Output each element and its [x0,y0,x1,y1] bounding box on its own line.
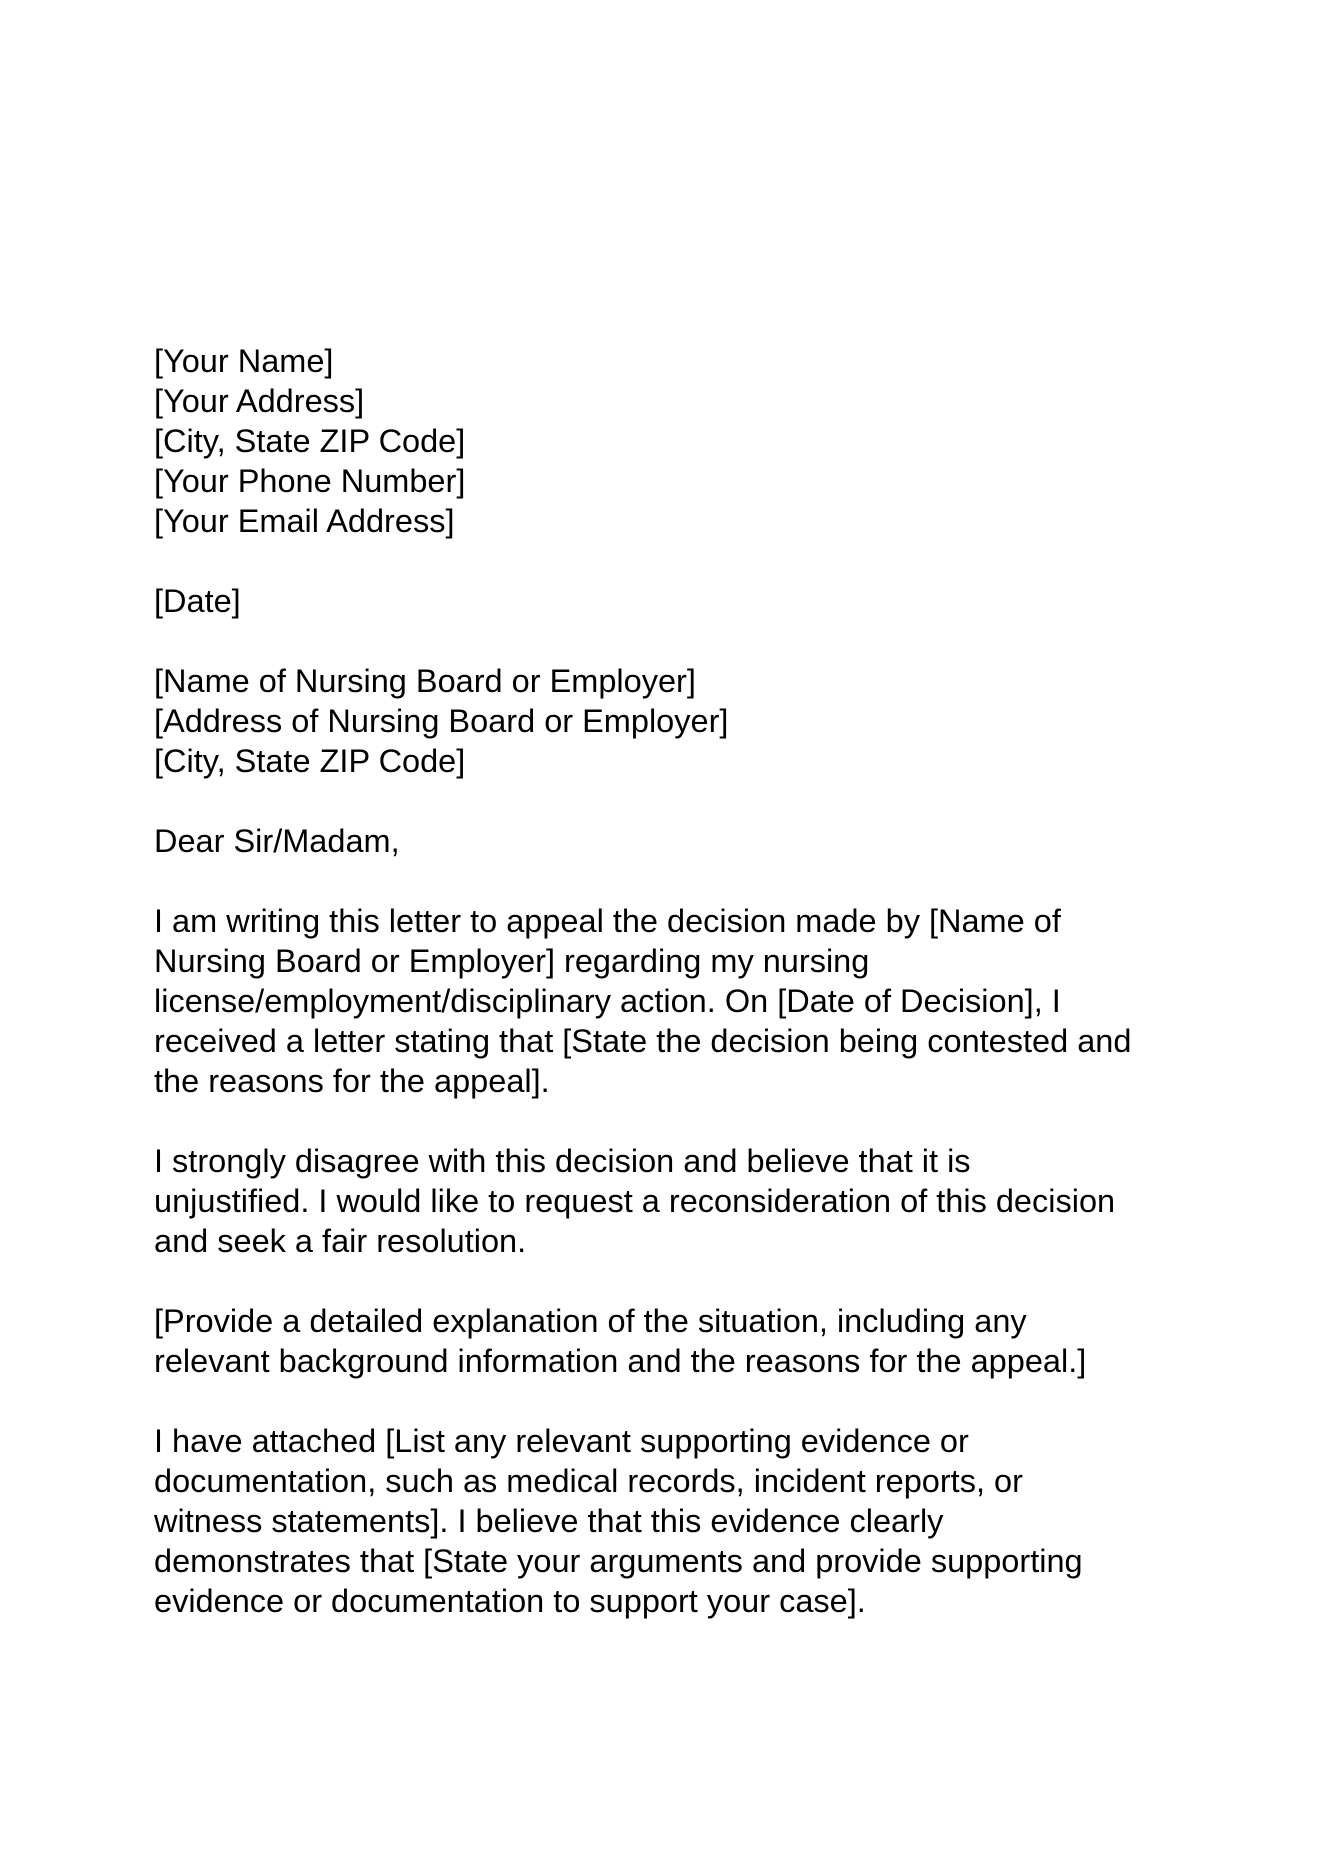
paragraph-line: I have attached [List any relevant supporting evidence or [154,1423,969,1459]
paragraph-line: [Provide a detailed explanation of the situation, including any [154,1303,1027,1339]
paragraph-disagreement [154,1141,1214,1261]
paragraph-line: evidence or documentation to support your case]. [154,1583,866,1619]
letter-body [154,341,1214,1621]
paragraph-line: unjustified. I would like to request a reconsideration of this decision [154,1183,1116,1219]
letter-date: [Date] [154,583,241,619]
paragraph-line: documentation, such as medical records, incident reports, or [154,1463,1023,1499]
recipient-city-state-zip: [City, State ZIP Code] [154,743,466,779]
paragraph-line: demonstrates that [State your arguments and provide supporting [154,1543,1083,1579]
recipient-name: [Name of Nursing Board or Employer] [154,663,696,699]
sender-city-state-zip: [City, State ZIP Code] [154,423,466,459]
recipient-address: [Address of Nursing Board or Employer] [154,703,729,739]
paragraph-line: license/employment/disciplinary action. On [Date of Decision], I [154,983,1061,1019]
paragraph-line: the reasons for the appeal]. [154,1063,550,1099]
sender-name: [Your Name] [154,343,334,379]
paragraph-line: received a letter stating that [State the decision being contested and [154,1023,1132,1059]
recipient-block [154,661,1214,781]
paragraph-evidence [154,1421,1214,1621]
paragraph-explanation [154,1301,1214,1381]
paragraph-line: and seek a fair resolution. [154,1223,527,1259]
paragraph-line: relevant background information and the reasons for the appeal.] [154,1343,1087,1379]
sender-phone: [Your Phone Number] [154,463,466,499]
sender-address: [Your Address] [154,383,365,419]
paragraph-line: Nursing Board or Employer] regarding my nursing [154,943,870,979]
paragraph-line: I strongly disagree with this decision and believe that it is [154,1143,971,1179]
salutation-block [154,821,1214,861]
salutation: Dear Sir/Madam, [154,823,400,859]
paragraph-line: I am writing this letter to appeal the decision made by [Name of [154,903,1061,939]
paragraph-line: witness statements]. I believe that this evidence clearly [154,1503,944,1539]
sender-email: [Your Email Address] [154,503,455,539]
date-block [154,581,1214,621]
sender-block [154,341,1214,541]
paragraph-appeal [154,901,1214,1101]
